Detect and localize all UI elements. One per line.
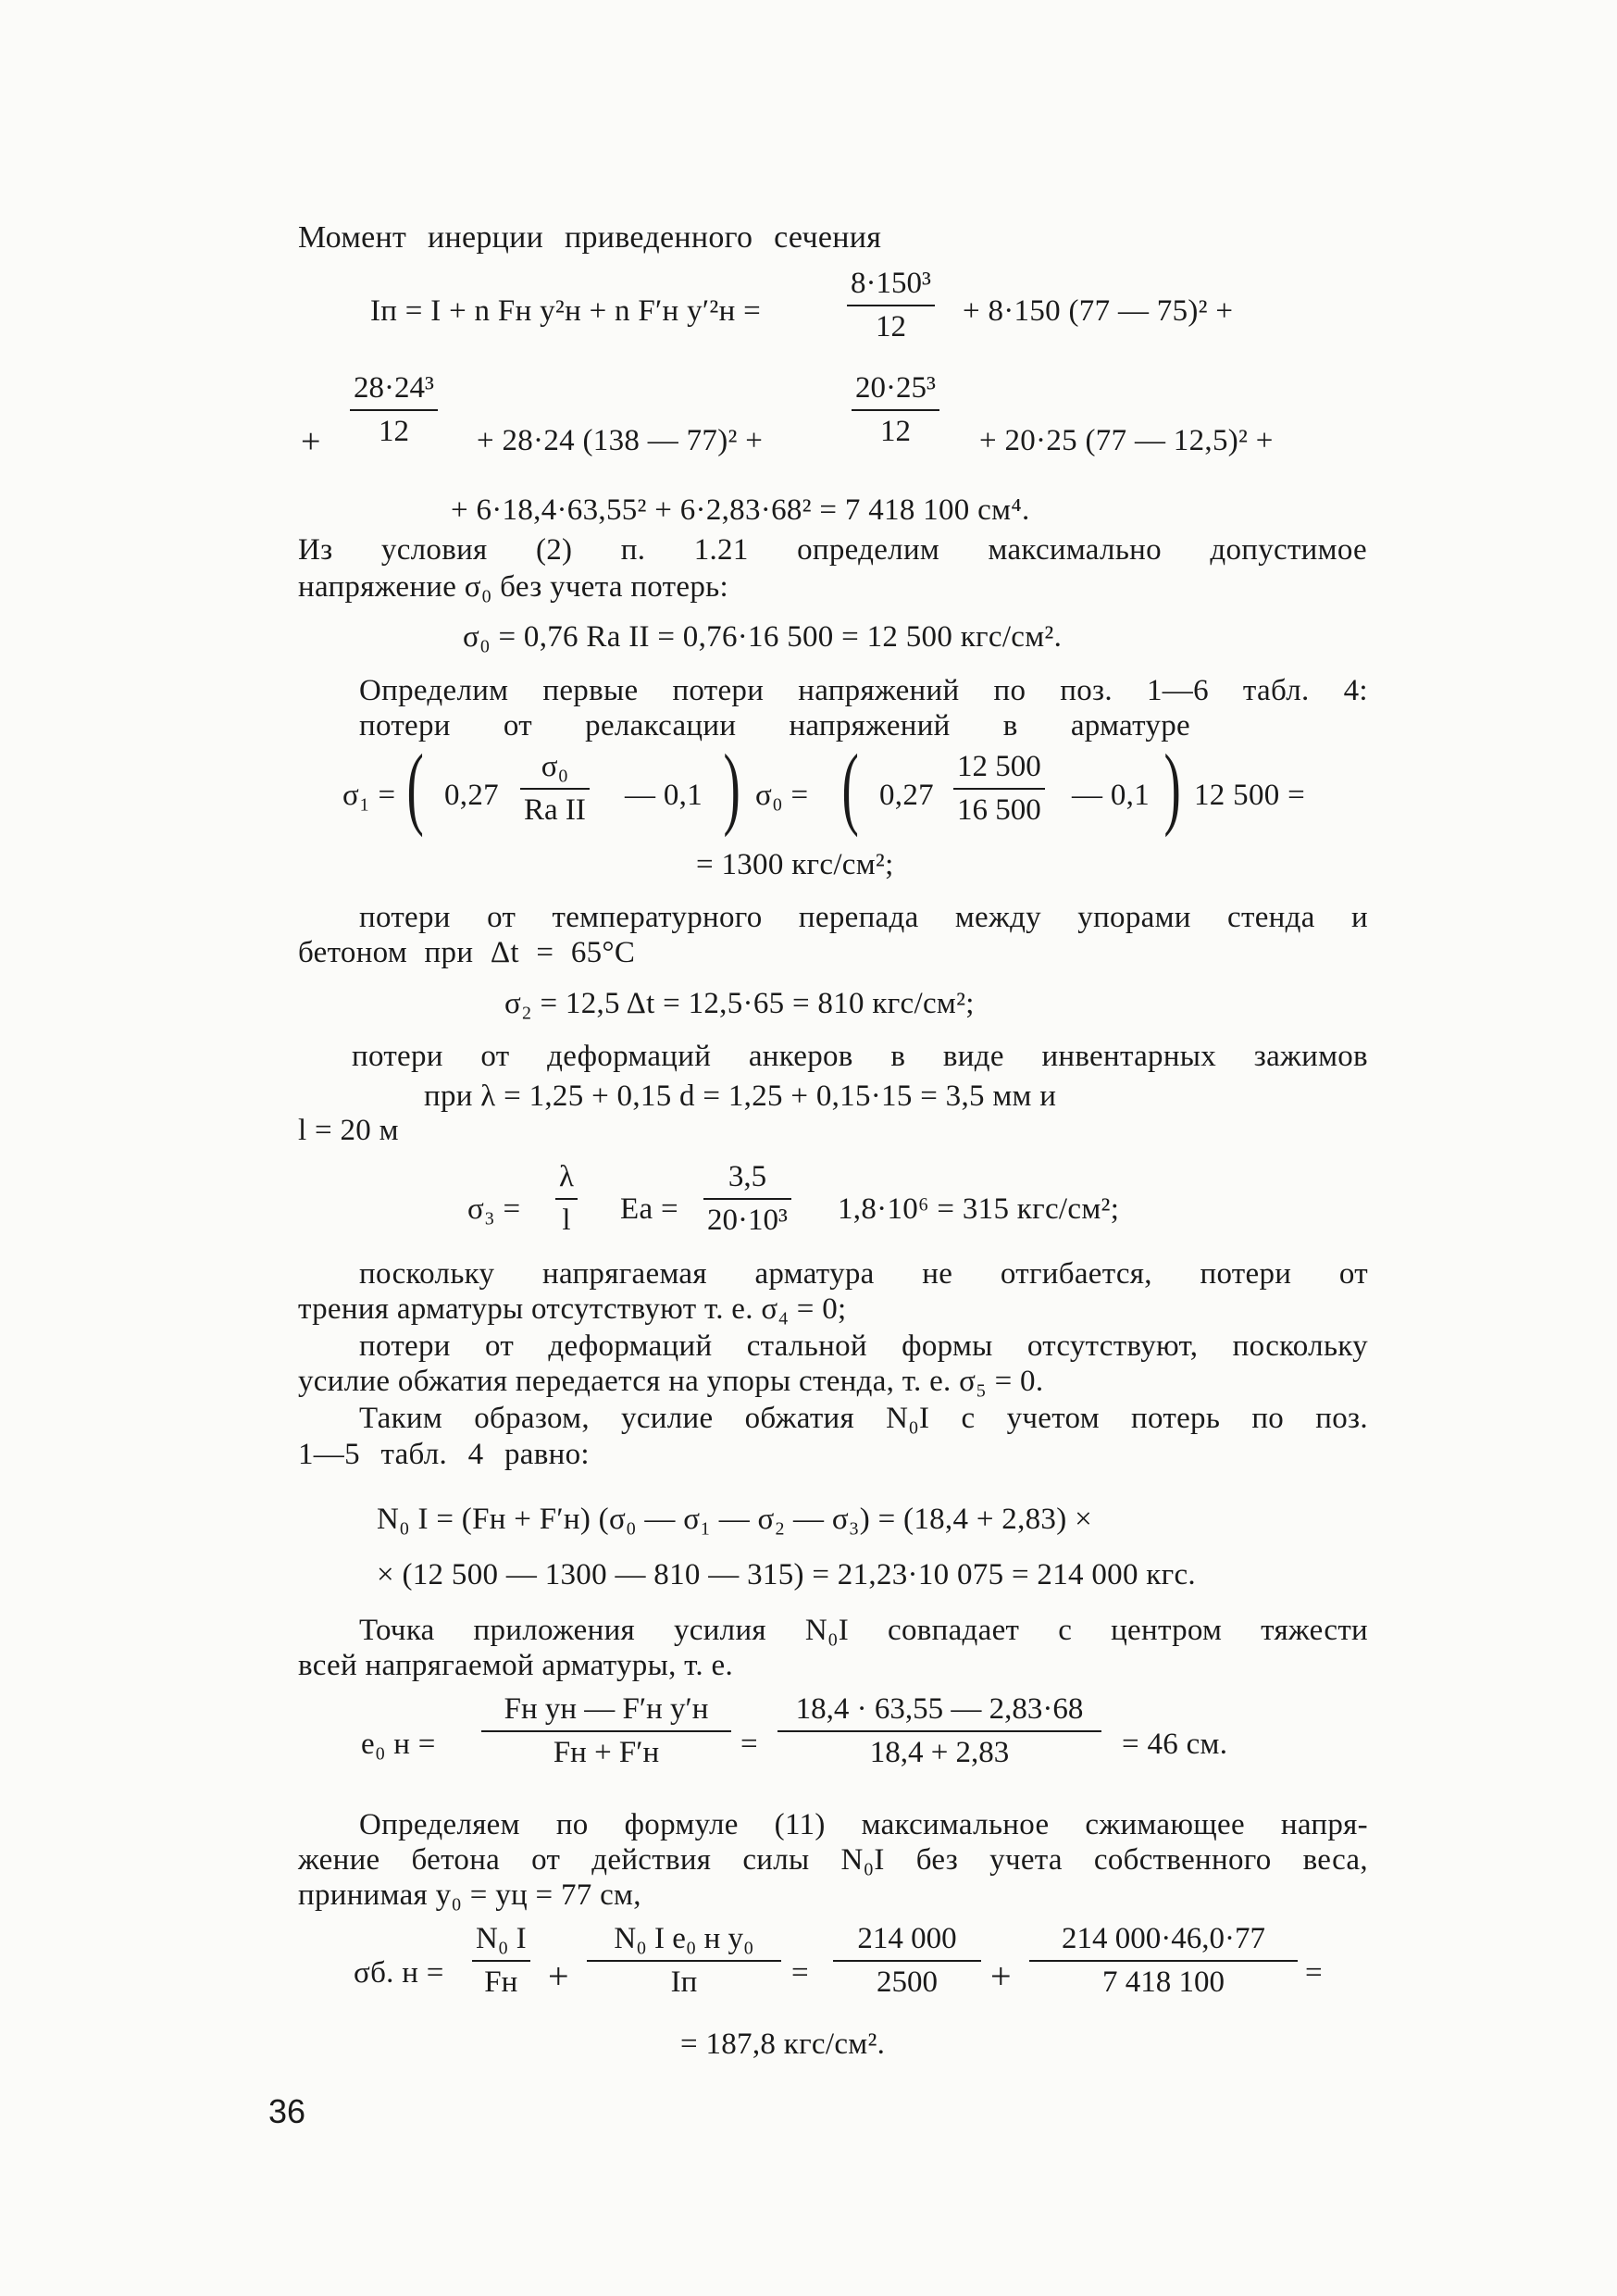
word: Определим — [359, 674, 509, 707]
fraction — [481, 1694, 731, 1768]
paragraph-line — [298, 535, 1367, 566]
section-heading: Момент инерции приведенного сечения — [298, 220, 882, 255]
word: веса, — [1302, 1843, 1368, 1877]
word: учета — [989, 1843, 1063, 1877]
word: от — [487, 901, 516, 934]
word: Точка — [359, 1614, 435, 1647]
word: без — [915, 1843, 959, 1877]
equation-term: σ₀ = — [755, 779, 809, 812]
fraction-numerator: 12 500 — [957, 750, 1041, 783]
word: с — [961, 1402, 976, 1435]
equals-sign: = — [740, 1728, 758, 1761]
fraction-numerator: N₀ I — [476, 1922, 527, 1955]
word: по — [555, 1808, 589, 1841]
word: стенда — [1227, 901, 1315, 934]
fraction — [847, 268, 935, 343]
word: поскольку — [359, 1257, 495, 1291]
word: (11) — [774, 1808, 826, 1841]
fraction-numerator: 8·150³ — [851, 267, 931, 300]
paragraph-line: принимая y₀ = yц = 77 см, — [298, 1878, 641, 1912]
word: допустимое — [1210, 533, 1367, 567]
coefficient: 0,27 — [444, 779, 499, 812]
word: в — [1002, 709, 1018, 742]
word: напря- — [1280, 1808, 1368, 1841]
word: образом, — [474, 1402, 590, 1435]
fraction-denominator: 12 — [879, 415, 911, 448]
word: отсутствуют, — [1026, 1329, 1199, 1363]
paragraph-line — [359, 1616, 1368, 1646]
sigma-b-lhs: σб. н = — [354, 1956, 444, 1990]
paragraph-line — [359, 676, 1368, 706]
word: 4: — [1343, 674, 1368, 707]
equation-term: 1,8·10⁶ = 315 кгс/см²; — [838, 1192, 1120, 1226]
equals-sign: = — [791, 1956, 809, 1990]
paragraph-line: бетоном при Δt = 65°C — [298, 936, 636, 969]
word: поскольку — [1232, 1329, 1368, 1363]
fraction-numerator: 20·25³ — [855, 371, 936, 405]
word: арматура — [754, 1257, 875, 1291]
word: анкеров — [748, 1040, 853, 1073]
fraction-denominator: 18,4 + 2,83 — [869, 1736, 1010, 1769]
equation-term: — 0,1 — [1072, 779, 1150, 812]
fraction-numerator: 214 000·46,0·77 — [1062, 1922, 1265, 1955]
sigma-b-result: = 187,8 кгс/см². — [680, 2028, 886, 2061]
fraction — [472, 1924, 530, 1998]
fraction — [777, 1694, 1101, 1768]
word: от — [531, 1843, 561, 1877]
paragraph-line: напряжение σ₀ без учета потерь: — [298, 570, 728, 604]
fraction — [555, 1162, 578, 1236]
word: зажимов — [1253, 1040, 1368, 1073]
word: Из — [298, 533, 333, 567]
word: первые — [542, 674, 639, 707]
word: табл. — [1242, 674, 1310, 707]
word: учетом — [1006, 1402, 1100, 1435]
equation-term: — 0,1 — [625, 779, 703, 812]
word: от — [1338, 1257, 1368, 1291]
paragraph-line: усилие обжатия передается на упоры стенда, т. е. σ₅ = 0. — [298, 1365, 1044, 1398]
word: Определяем — [359, 1808, 520, 1841]
paragraph-line — [352, 1042, 1368, 1072]
word: (2) — [535, 533, 573, 567]
word: потери — [672, 674, 765, 707]
fraction — [833, 1924, 981, 1998]
fraction-numerator: Fн yн — F′н y′н — [504, 1692, 709, 1726]
word: формуле — [624, 1808, 739, 1841]
equation-term: Eа = — [620, 1192, 678, 1226]
word: упорами — [1077, 901, 1191, 934]
paragraph-line: трения арматуры отсутствуют т. е. σ₄ = 0; — [298, 1292, 847, 1326]
word: обжатия — [744, 1402, 854, 1435]
coefficient: 0,27 — [879, 779, 934, 812]
word: максимальное — [861, 1808, 1050, 1841]
word: от — [480, 1040, 510, 1073]
fraction-denominator: l — [562, 1204, 571, 1237]
word: N₀I — [804, 1614, 850, 1647]
word: от — [485, 1329, 515, 1363]
left-parenthesis: ( — [406, 735, 424, 838]
word: температурного — [552, 901, 763, 934]
equals-sign: = — [1305, 1956, 1323, 1990]
word: тяжести — [1261, 1614, 1368, 1647]
paragraph-line: при λ = 1,25 + 0,15 d = 1,25 + 0,15·15 = 3,5 мм и — [424, 1079, 1057, 1113]
word: от — [503, 709, 532, 742]
fraction-denominator: 16 500 — [957, 793, 1041, 827]
paragraph-line — [359, 1810, 1368, 1841]
fraction — [703, 1162, 791, 1236]
paragraph-line: всей напрягаемой арматуры, т. е. — [298, 1649, 734, 1682]
word: поз. — [1060, 674, 1113, 707]
N0I-result: × (12 500 — 1300 — 810 — 315) = 21,23·10 075 = 214 000 кгс. — [377, 1558, 1196, 1591]
word: напрягаемая — [542, 1257, 707, 1291]
sigma3-lhs: σ₃ = — [467, 1192, 521, 1226]
fraction-numerator: 28·24³ — [354, 371, 434, 405]
word: отгибается, — [1000, 1257, 1152, 1291]
equation-term: + 8·150 (77 — 75)² + — [963, 294, 1234, 328]
sigma0-equation: σ₀ = 0,76 Rа II = 0,76·16 500 = 12 500 кгс/см². — [463, 620, 1063, 654]
right-parenthesis: ) — [1163, 735, 1181, 838]
word: виде — [942, 1040, 1004, 1073]
word: потерь — [1131, 1402, 1221, 1435]
e0-result: = 46 см. — [1122, 1728, 1228, 1761]
fraction-denominator: 12 — [378, 415, 409, 448]
word: напряжений — [798, 674, 960, 707]
word: по — [1251, 1402, 1285, 1435]
word: инвентарных — [1041, 1040, 1217, 1073]
N0I-equation: N₀ I = (Fн + F′н) (σ₀ — σ₁ — σ₂ — σ₃) = (18,4 + 2,83) × — [377, 1503, 1092, 1536]
paragraph-line — [298, 1845, 1368, 1876]
fraction — [350, 373, 438, 447]
word: потери — [359, 1329, 451, 1363]
plus-sign: + — [548, 1955, 569, 1997]
word: силы — [742, 1843, 810, 1877]
fraction-denominator: 20·10³ — [707, 1204, 788, 1237]
word: и — [1350, 901, 1368, 934]
left-parenthesis: ( — [841, 735, 859, 838]
word: совпадает — [888, 1614, 1020, 1647]
fraction-numerator: N₀ I e₀ н y₀ — [614, 1922, 754, 1955]
equation-term: + 20·25 (77 — 12,5)² + — [979, 424, 1274, 457]
paragraph-line: l = 20 м — [298, 1114, 399, 1147]
word: деформаций — [548, 1329, 713, 1363]
word: 1.21 — [693, 533, 749, 567]
word: потери — [359, 709, 451, 742]
word: перепада — [798, 901, 919, 934]
fraction-numerator: 18,4 · 63,55 — 2,83·68 — [795, 1692, 1084, 1726]
paragraph-line — [359, 1404, 1368, 1434]
fraction — [953, 752, 1045, 826]
e0-lhs: e₀ н = — [361, 1728, 436, 1761]
word: N₀I — [886, 1402, 930, 1435]
word: действия — [591, 1843, 712, 1877]
paragraph-line — [359, 1331, 1368, 1362]
sigma2-equation: σ₂ = 12,5 Δt = 12,5·65 = 810 кгс/см²; — [504, 987, 975, 1020]
word: потери — [352, 1040, 443, 1073]
word: по — [993, 674, 1026, 707]
word: усилие — [621, 1402, 714, 1435]
inertia-equation-lhs: Iп = I + n Fн y²н + n F′н y′²н = — [370, 294, 762, 328]
word: собственного — [1093, 1843, 1272, 1877]
word: бетона — [411, 1843, 501, 1877]
word: стальной — [746, 1329, 867, 1363]
word: арматуре — [1070, 709, 1190, 742]
paragraph-line — [359, 903, 1368, 933]
word: потери — [359, 901, 451, 934]
word: Таким — [359, 1402, 443, 1435]
fraction-numerator: λ — [559, 1160, 575, 1193]
fraction-denominator: Fн + F′н — [553, 1736, 660, 1769]
inertia-result: + 6·18,4·63,55² + 6·2,83·68² = 7 418 100 см⁴. — [451, 493, 1030, 527]
word: между — [954, 901, 1041, 934]
fraction — [587, 1924, 781, 1998]
word: напряжений — [789, 709, 951, 742]
word: 1—6 — [1146, 674, 1209, 707]
word: формы — [902, 1329, 993, 1363]
word: п. — [620, 533, 646, 567]
word: условия — [380, 533, 488, 567]
word: не — [922, 1257, 953, 1291]
word: определим — [797, 533, 940, 567]
word: сжимающее — [1085, 1808, 1245, 1841]
fraction-denominator: 2500 — [877, 1965, 938, 1999]
paragraph-line: 1—5 табл. 4 равно: — [298, 1438, 590, 1471]
equation-term: 12 500 = — [1194, 779, 1306, 812]
fraction-denominator: Rа II — [524, 793, 586, 827]
paragraph-line — [359, 711, 1190, 742]
plus-sign: + — [990, 1955, 1012, 1997]
word: в — [890, 1040, 906, 1073]
fraction-denominator: Fн — [484, 1965, 518, 1999]
sigma1-result: = 1300 кгс/см²; — [696, 848, 894, 881]
word: N₀I — [840, 1843, 885, 1877]
fraction-denominator: 12 — [875, 310, 906, 343]
word: с — [1058, 1614, 1073, 1647]
fraction — [520, 752, 590, 826]
word: деформаций — [547, 1040, 712, 1073]
word: поз. — [1315, 1402, 1368, 1435]
word: центром — [1111, 1614, 1223, 1647]
word: приложения — [473, 1614, 636, 1647]
fraction-numerator: 3,5 — [728, 1160, 767, 1193]
plus-sign: + — [301, 422, 321, 461]
fraction-denominator: Iп — [670, 1965, 698, 1999]
word: максимально — [988, 533, 1162, 567]
fraction-numerator: σ₀ — [541, 750, 569, 783]
word: усилия — [673, 1614, 766, 1647]
sigma1-lhs: σ₁ = — [342, 779, 396, 812]
fraction-denominator: 7 418 100 — [1102, 1965, 1225, 1999]
equation-term: + 28·24 (138 — 77)² + — [477, 424, 764, 457]
page-number: 36 — [268, 2092, 306, 2130]
fraction — [852, 373, 939, 447]
word: релаксации — [585, 709, 737, 742]
fraction-numerator: 214 000 — [857, 1922, 957, 1955]
paragraph-line — [359, 1259, 1368, 1290]
word: жение — [298, 1843, 380, 1877]
word: потери — [1200, 1257, 1292, 1291]
right-parenthesis: ) — [723, 735, 740, 838]
fraction — [1029, 1924, 1298, 1998]
